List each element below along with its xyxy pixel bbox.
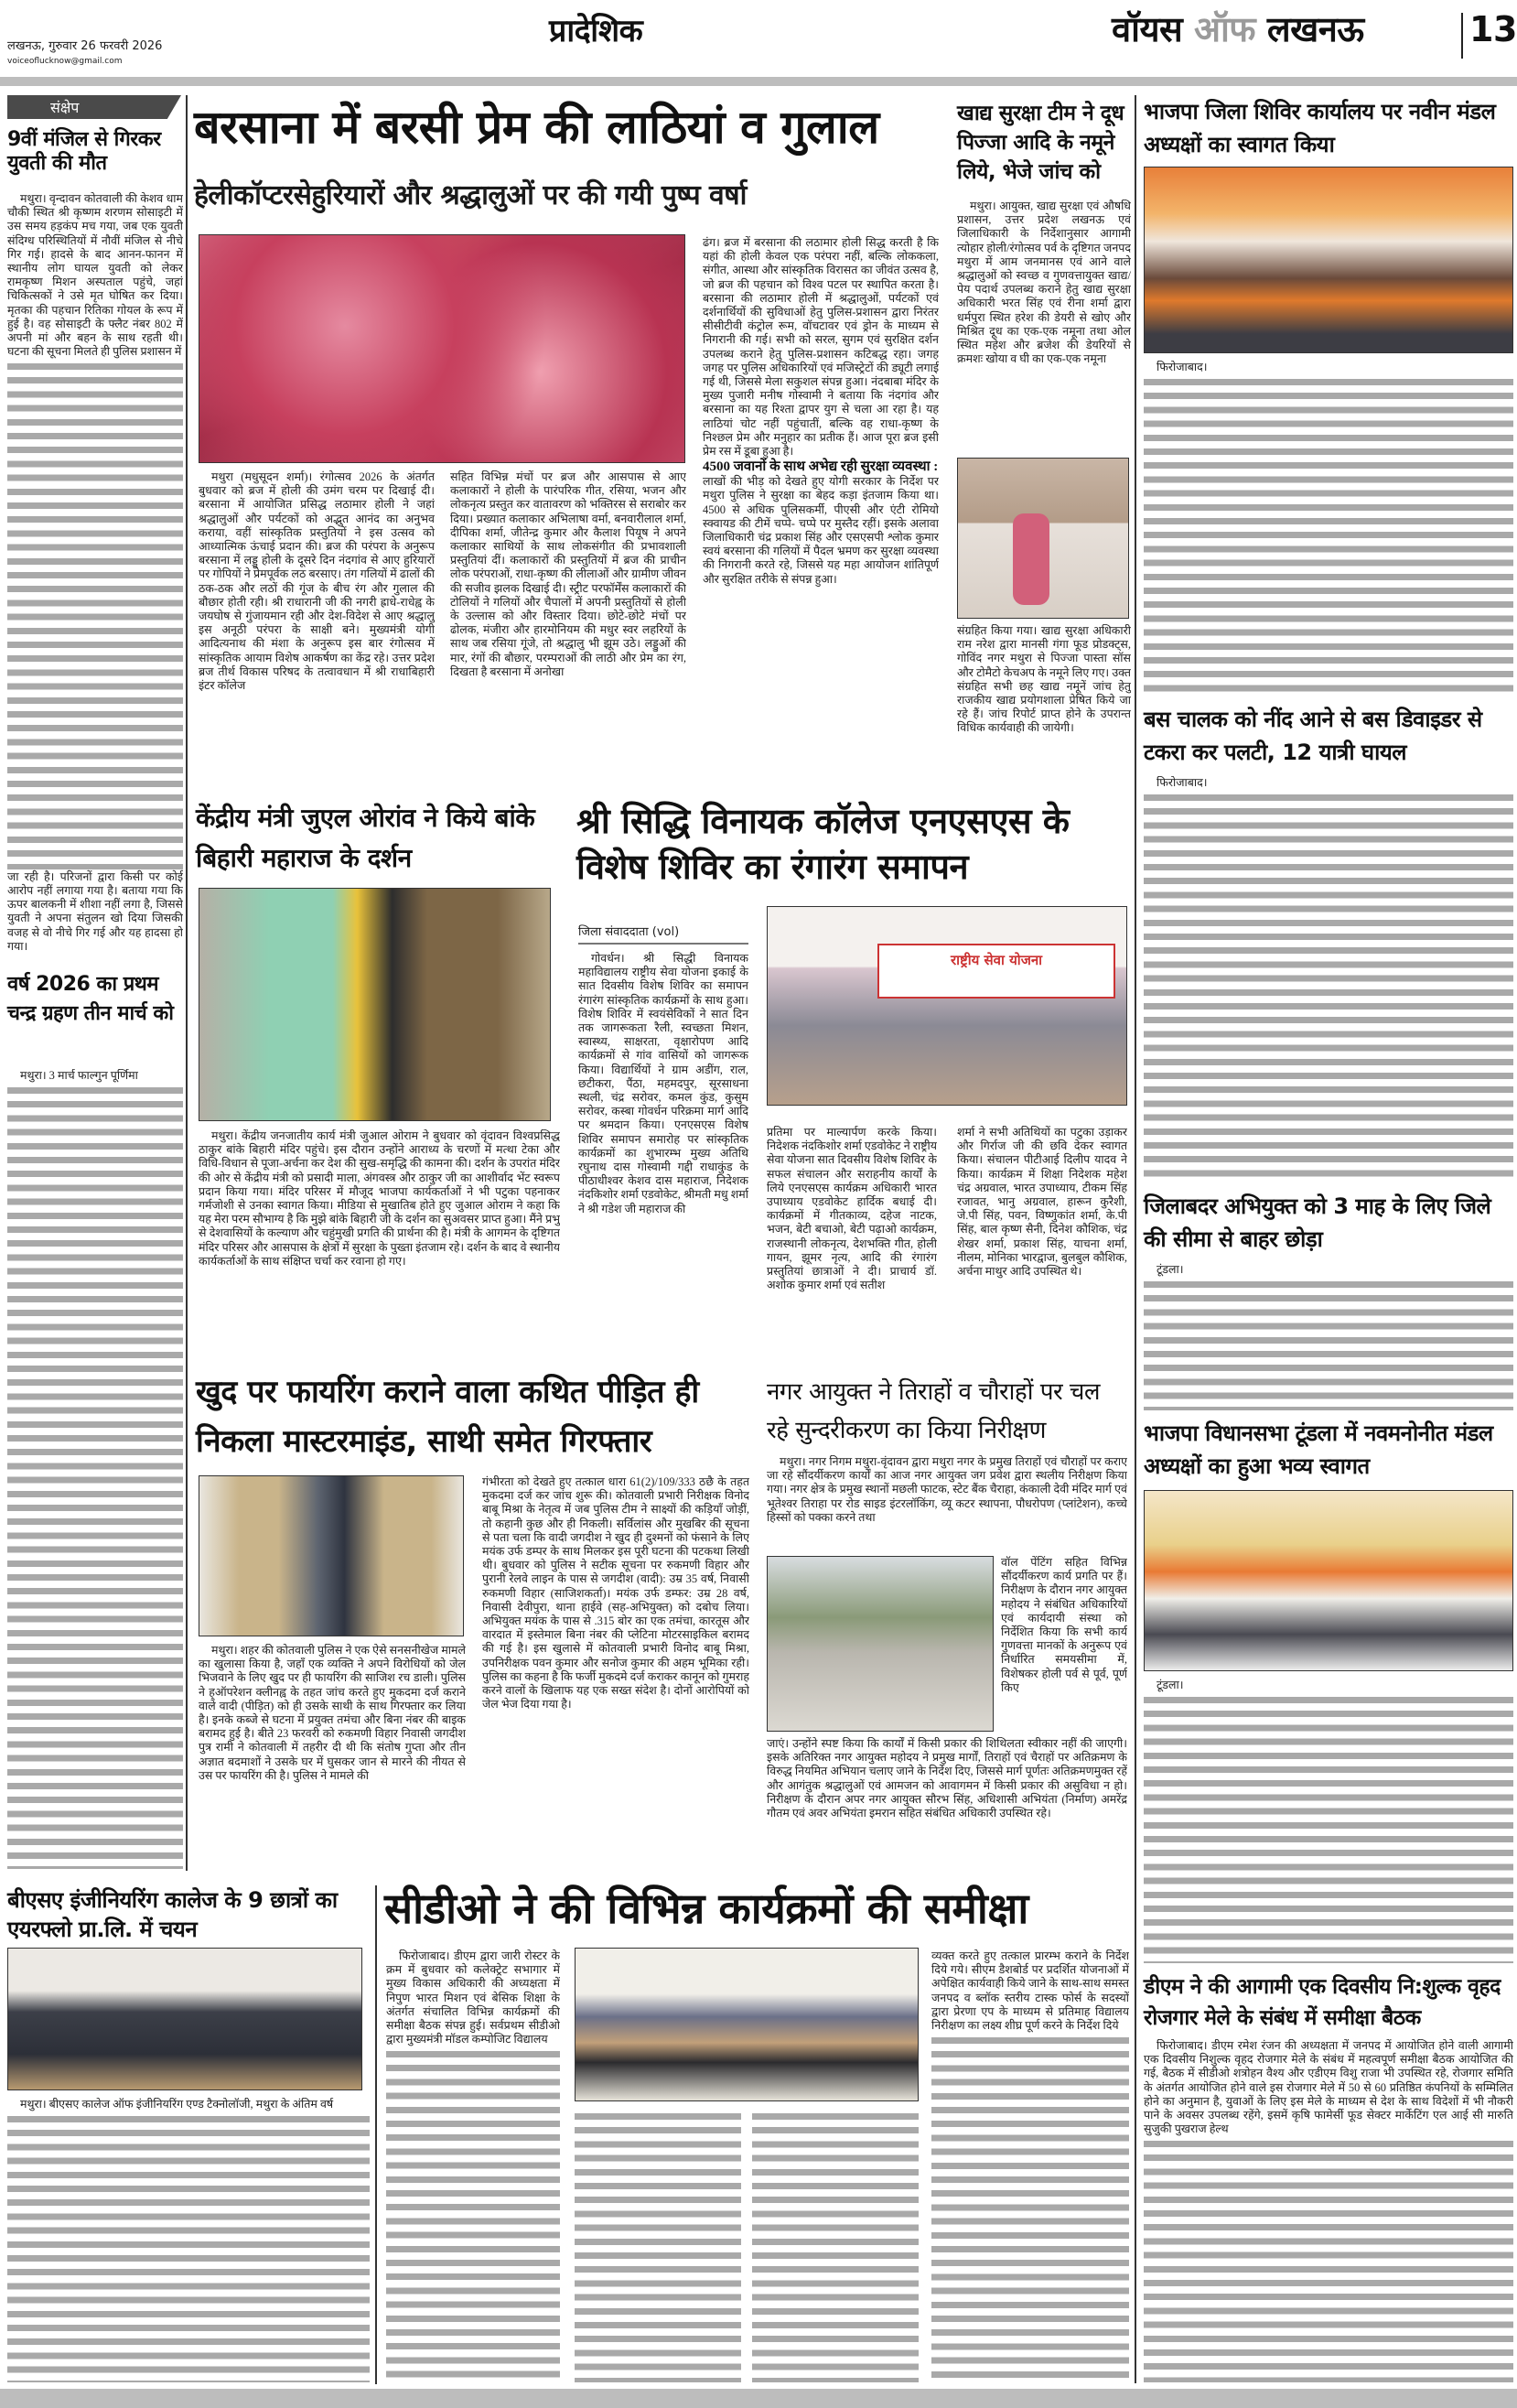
nss-col-3-text: शर्मा ने सभी अतिथियों का पटुका उड़ाकर और गिर्राज जी की छवि देकर स्वागत किया। संचालन पीटीआई दिलीप यादव ने किया। कार्यक्रम में शिक्षा निदेशक महेश चंद्र अग्रवाल, भारत उपाध्याय, टीकम सिंह रजावत, भानु अग्रवाल, हारून कुरैशी, जे.पी सिंह, पवन, विष्णुकांत शर्मा, के.पी सिंह, बाल कृष्ण सैनी, दिनेश कौशिक, चंद्र शेखर शर्मा, प्रकाश सिंह, याचना शर्मा, नीलम, मोनिका भारद्वाज, बुलबुल कौशिक, अर्चना माथुर आदि उपस्थित थे। (957, 1126, 1127, 1279)
nss-col-2-text: प्रतिमा पर माल्यार्पण करके किया। निदेशक नंदकिशोर शर्मा एडवोकेट ने राष्ट्रीय सेवा योजना सात दिवसीय विशेष शिविर के सफल संचालन और सराहनीय कार्यों के लिये एनएसएस कार्यक्रम अधिकारी भारत उपाध्याय एडवोकेट हार्दिक बधाई दी। कार्यक्रमों में गीतकाव्य, दहेज नाटक, भजन, बेटी बचाओ, बेटी पढ़ाओ कार्यक्रम, राजस्थानी लोकनृत्य, देशभक्ति गीत, होली गायन, झूमर नृत्य, आदि की रंगारंग प्रस्तुतियां छात्राओं ने दी। प्राचार्य डॉ. अशोक कुमार शर्मा एवं सतीश (767, 1126, 937, 1292)
section-title: प्रादेशिक (549, 13, 643, 49)
holi-photo (199, 234, 685, 463)
text-lines (1144, 2137, 1513, 2382)
lead-col-1-text: मथुरा (मधुसूदन शर्मा)। रंगोत्सव 2026 के अंतर्गत बुधवार को ब्रज में होली की उमंग चरम पर दिखाई दी। बरसाना में आयोजित प्रसिद्ध लठामार होली ने जहां श्रद्धालुओं और पर्यटकों को अद्भुत आनंद का अनुभव कराया, वहीं सांस्कृतिक प्रस्तुतियों ने इस उत्सव को आध्यात्मिक ऊंचाई प्रदान की। ब्रज की परंपरा के अनुरूप बरसाना में लड्डू होली के दूसरे दिन नंदगांव से आए हुरियारों पर गोपियों ने प्रेमपूर्वक लठ बरसाए। तंग गलियों में ढालों की ठक-ठक और लठों की गूंज के बीच रंग और गुलाल की बौछार होती रही। श्री राधारानी जी की नगरी ह्राधे-राधेह्व के जयघोष से गुंजायमान रही और देश-विदेश से आए श्रद्धालु इस अनूठी परंपरा के साक्षी बने। मुख्यमंत्री योगी आदित्यनाथ की मंशा के अनुरूप इस बार रंगोत्सव में सांस्कृतिक आयाम विशेष आकर्षण का केंद्र रहे। उत्तर प्रदेश ब्रज तीर्थ विकास परिषद के तत्वावधान में श्री राधाबिहारी इंटर कॉलेज (199, 470, 435, 693)
text-lines (7, 360, 183, 869)
text-lines (752, 2110, 919, 2382)
nss-byline: जिला संवाददाता (vol) (578, 923, 748, 945)
cdo-col-2 (575, 2109, 741, 2383)
food-body (957, 200, 1131, 452)
students-photo (7, 1948, 362, 2090)
nss-col-2 (767, 1126, 937, 1356)
bus-headline: बस चालक को नींद आने से बस डिवाइडर से टकरा कर पलटी, 12 यात्री घायल (1144, 707, 1482, 765)
lead-col-3 (703, 236, 939, 794)
masthead-word-2: ऑफ (1193, 9, 1256, 49)
civic-body-3 (767, 1737, 1127, 1869)
lead-col-3-text: ढंग। ब्रज में बरसाना की लठामार होली सिद्ध करती है कि यहां की होली केवल एक परंपरा नहीं, बल्कि लोककला, संगीत, आस्था और सांस्कृतिक विरासत का जीवंत उत्सव है, जो ब्रज की पहचान को विश्व पटल पर स्थापित करता है। बरसाना की लठामार होली में श्रद्धालुओं, पर्यटकों एवं दर्शनार्थियों की सुविधाओं हेतु पुलिस-प्रशासन द्वारा निरंतर सीसीटीवी कंट्रोल रूम, वॉचटावर एवं ड्रोन के माध्यम से निगरानी की गई। सभी को सरल, सुगम एवं सुरक्षित दर्शन उपलब्ध कराने हेतु पुलिस-प्रशासन कटिबद्ध रहा। जगह जगह पर पुलिस अधिकारियों एवं मजिस्ट्रेटों की ड्यूटी लगाई गई थी, जिससे मेला सकुशल संपन्न हुआ। नंदबाबा मंदिर के मुख्य पुजारी मनीष गोस्वामी ने बताया कि नंदगांव और बरसाना का यह रिश्ता द्वापर युग से चला आ रहा है। यह लाठियां चोट नहीं पहुंचातीं, बल्कि वह राधा-कृष्ण के निश्छल प्रेम और मनुहार का प्रतीक हैं। आज पूरा ब्रज इसी प्रेम रस में डूबा हुआ है। (703, 236, 939, 459)
text-lines (931, 2034, 1129, 2382)
food-body-2 (957, 624, 1131, 794)
firing-headline: खुद पर फायरिंग कराने वाला कथित पीड़ित ही निकला मास्टरमाइंड, साथी समेत गिरफ्तार (196, 1374, 699, 1460)
minister-headline: केंद्रीय मंत्री जुएल ओरांव ने किये बांके बिहारी महाराज के दर्शन (196, 803, 535, 873)
inspection-photo (767, 1556, 994, 1732)
text-lines (1144, 791, 1513, 1183)
tundla-headline: भाजपा विधानसभा टूंडला में नवमनोनीत मंडल अध्यक्षों का हुआ भव्य स्वागत (1144, 1420, 1493, 1479)
brief-body (7, 1069, 183, 1870)
brief-label (7, 95, 181, 119)
lead-col-1 (199, 470, 435, 794)
cdo-headline: सीडीओ ने की विभिन्न कार्यक्रमों की समीक्षा (384, 1884, 1028, 1933)
bjp-office-photo (1144, 167, 1513, 353)
civic-body (767, 1455, 1127, 1552)
tundla-body-text: टूंडला। (1144, 1679, 1513, 1692)
meeting-photo (575, 1948, 919, 2101)
nss-col-3 (957, 1126, 1127, 1356)
cdo-col-4-text: व्यक्त करते हुए तत्काल प्रारम्भ कराने के निर्देश दिये गये। सीएम डैशबोर्ड पर प्रदर्शित योजनाओं में अपेक्षित कार्यवाही किये जाने के साथ-साथ समस्त जनपद व ब्लॉक स्तरीय टास्क फोर्स के सदस्यों द्वारा प्रेरणा एप के माध्यम से प्रतिमाह विद्यालय निरीक्षण का लक्ष्य शीघ्र पूर्ण करने के निर्देश दिये (931, 1949, 1129, 2033)
nss-col-1-text: गोवर्धन। श्री सिद्धी विनायक महाविद्यालय राष्ट्रीय सेवा योजना इकाई के सात दिवसीय विशेष शिविर का समापन रंगारंग सांस्कृतिक कार्यक्रमों के साथ हुआ। विशेष शिविर में स्वयंसेविकों ने सात दिन तक जागरूकता रैली, स्वच्छता मिशन, स्वास्थ्य, साक्षरता, वृक्षारोपण आदि कार्यक्रमों से गांव वासियों को जागरूक किया। विद्यार्थियों ने ग्राम अडींग, राल, छटीकरा, पैंठा, महमदपुर, सूरसाधना स्थली, चंद्र सरोवर, कमल कुंड, कुसुम सरोवर, कस्बा गोवर्धन परिक्रमा मार्ग आदि पर श्रमदान किया। एनएसएस विशेष शिविर समापन समारोह पर सांस्कृतिक कार्यक्रमों का शुभारम्भ मुख्य अतिथि रघुनाथ दास गोस्वामी गद्दी राधाकुंड के पीठाधीश्वर केशव दास महाराज, निदेशक नंदकिशोर शर्मा एडवोकेट, श्रीमती मधु शर्मा ने श्री गडेश जी महाराज की (578, 952, 748, 1215)
nss-banner-text: राष्ट्रीय सेवा योजना (950, 952, 1043, 968)
jobfair-body (1144, 2039, 1513, 2383)
lead-col-3-end: लाखों की भीड़ को देखते हुए योगी सरकार के निर्देश पर मथुरा पुलिस ने सुरक्षा का बेहद कड़ा इंतजाम किया था। 4500 से अधिक पुलिसकर्मी, पीएसी और एंटी रोमियो स्क्वायड की टीमें चप्पे- चप्पे पर मुस्तैद रहीं। इसके अलावा जिलाधिकारी चंद्र प्रकाश सिंह और एसएसपी श्लोक कुमार स्वयं बरसाना की गलियों में पैदल भ्रमण कर सुरक्षा व्यवस्था की निगरानी करते रहे, जिससे यह महा आयोजन शांतिपूर्ण और सुरक्षित तरीके से संपन्न हुआ। (703, 475, 939, 586)
brief-body-text: मथुरा। वृन्दावन कोतवाली की केशव धाम चौकी स्थित श्री कृष्णम शरणम सोसाइटी में उस समय हड़कंप मच गया, जब एक युवती संदिग्ध परिस्थितियों में नौवीं मंजिल से नीचे गिर गई। हादसे के बाद आनन-फानन में स्थानीय लोग घायल युवती को लेकर रामकृष्ण मिशन अस्पताल पहुंचे, जहां चिकित्सकों ने उसे मृत घोषित कर दिया। मृतका की पहचान रितिका गोयल के रूप में हुई है। वह सोसाइटी के फ्लैट नंबर 802 में अपनी मां और बहन के साथ रहती थी। घटना की सूचना मिलते ही पुलिस प्रशासन में (7, 192, 183, 359)
security-subheading: 4500 जवानों के साथ अभेद्य रही सुरक्षा व्यवस्था : (703, 459, 939, 475)
firing-col-2 (482, 1475, 749, 1869)
footer-rule (0, 2389, 1517, 2408)
civic-body-2 (1001, 1556, 1127, 1734)
civic-body-3-text: जाएं। उन्होंने स्पष्ट किया कि कार्यों में किसी प्रकार की शिथिलता स्वीकार नहीं की जाएगी। इसके अतिरिक्त नगर आयुक्त महोदय ने प्रमुख मार्गों, तिराहों एवं चैराहों पर अतिक्रमण के विरुद्ध नियमित अभियान चलाए जाने के निर्देश दिए, जिससे मार्ग पूर्णतः अतिक्रमणमुक्त रहें और आगंतुक श्रद्धालुओं एवं आमजन को आवागमन में किसी प्रकार की असुविधा न हो। निरीक्षण के दौरान अपर नगर आयुक्त सौरभ सिंह, अधिशासी अभियंता (निर्माण) अमरेंद्र गौतम एवं अवर अभियंता इमरान सहित संबंधित अधिकारी उपस्थित रहे। (767, 1737, 1127, 1820)
food-body-2-text: संग्रहित किया गया। खाद्य सुरक्षा अधिकारी राम नरेश द्वारा मानसी गंगा फूड प्रोडक्ट्स, गोविंद नगर मथुरा से पिज्जा पास्ता सॉस और टोमैटो केचअप के नमूने लिए गए। उक्त संग्रहित सभी छह खाद्य नमूनें जांच हेतु राजकीय खाद्य प्रयोगशाला प्रेषित किये जा रहे हैं। जांच रिपोर्ट प्राप्त होने के उपरान्त विधिक कार्यवाही की जायेगी। (957, 624, 1131, 735)
page-header (0, 0, 1517, 92)
masthead-logo (1112, 9, 1364, 50)
brief-headline: वर्ष 2026 का प्रथम चन्द्र ग्रहण तीन मार्च को (7, 973, 174, 1025)
text-lines (1144, 375, 1513, 696)
civic-body-text: मथुरा। नगर निगम मथुरा-वृंदावन द्वारा मथुरा नगर के प्रमुख तिराहों एवं चौराहों पर कराए जा रहे सौंदर्यीकरण कार्यों का आज नगर आयुक्त जग प्रवेश द्वारा स्थलीय निरीक्षण किया गया। नगर क्षेत्र के प्रमुख स्थानों मछली फाटक, स्टेट बैंक चैराहा, कंकाली देवी मंदिर मार्ग एवं भूतेश्वर तिराहा पर रोड साइड इंटरलॉकिंग, व्यू कटर स्थापना, पौधरोपण (प्लांटेशन), कच्चे हिस्सों को पक्का करने तथा (767, 1455, 1127, 1524)
text-lines (1144, 1278, 1513, 1410)
firing-col-1-text: मथुरा। शहर की कोतवाली पुलिस ने एक ऐसे सनसनीखेज मामले का खुलासा किया है, जहाँ एक व्यक्ति ने अपने विरोधियों को जेल भिजवाने के लिए खुद पर ही फायरिंग की साजिश रच डाली। पुलिस ने ह्ऑपरेशन क्लीनह्व के तहत जांच करते हुए मुकदमा दर्ज कराने वाले वादी (पीड़ित) को ही उसके साथी के साथ गिरफ्तार कर लिया है। इनके कब्जे से घटना में प्रयुक्त तमंचा और बिना नंबर की बाइक बरामद हुई है। बीते 23 फरवरी को रुकमणी विहार निवासी जगदीश पुत्र रामी ने कोतवाली में तहरीर दी थी कि संतोष गुप्ता और तीन अज्ञात बदमाशों ने उसके घर में घुसकर जान से मारने की नीयत से उस पर फायरिंग की है। पुलिस ने मामले की (199, 1644, 466, 1782)
college-body (7, 2098, 370, 2383)
brief-body (7, 192, 183, 954)
food-headline: खाद्य सुरक्षा टीम ने दूध पिज्जा आदि के नमूने लिये, भेजे जांच को (957, 102, 1124, 184)
nss-banner (877, 944, 1115, 999)
text-lines (7, 1084, 183, 1869)
bjp-body-text: फिरोजाबाद। (1144, 361, 1513, 374)
page-number: 13 (1469, 9, 1517, 49)
lead-col-2-text: सहित विभिन्न मंचों पर ब्रज और आसपास से आए कलाकारों ने होली के पारंपरिक गीत, रसिया, भजन और लोकनृत्य प्रस्तुत कर वातावरण को भक्तिरस से सराबोर कर दिया। प्रख्यात कलाकार अभिलाषा वर्मा, बनवारीलाल शर्मा, दीपिका शर्मा, जीतेन्द्र कुमार और कैलाश पियूष ने अपने कलाकार साथियों के साथ लोकसंगीत की प्रभावशाली प्रस्तुतियां दीं। कलाकारों की प्रस्तुतियों में ब्रज की प्राचीन लोक परंपराओं, राधा-कृष्ण की लीलाओं और ग्रामीण जीवन की सजीव झलक दिखाई दी। स्ट्रीट परफॉर्मेंस कलाकारों की टोलियों ने गलियों और चैपालों में अपनी प्रस्तुतियों से होली के उल्लास को और विस्तार दिया। छोटे-छोटे मंचों पर ढोलक, मंजीरा और हारमोनियम की मधुर स्वर लहरियों के साथ जब रसिया गूंजे, तो श्रद्धालु भी झूम उठे। लड्डुओं की मार, रंगों की बौछार, परम्पराओं की लाठी और प्रेम का रंग, दिखता है बरसाना में अनोखा (450, 470, 686, 678)
cdo-col-4 (931, 1949, 1129, 2383)
text-lines (386, 2047, 560, 2382)
jobfair-body-text: फिरोजाबाद। डीएम रमेश रंजन की अध्यक्षता में जनपद में आयोजित होने वाली आगामी एक दिवसीय निशुल्क वृहद रोजगार मेले के संबंध में महत्वपूर्ण समीक्षा बैठक आयोजित की गई, बैठक में सीडीओ शत्रोहन वैश्य और एडीएम विशु राजा भी उपस्थित रहे, रोजगार समिति के अंतर्गत आयोजित होने वाले इस रोजगार मेले में 50 से 60 प्रतिष्ठित कंपनियों के सम्मिलित होने का अनुमान है, युवाओं के लिए इस मेले के माध्यम से देश के साथ विदेशों में भी नौकरी पाने के अवसर उपलब्ध रहेंगे, इसमें कृषि फामेर्सी फूड सेक्टर मार्केटिंग एल आई सी मारुति सुजुकी पुखराज हेल्थ (1144, 2039, 1513, 2136)
column-rule (375, 1885, 377, 2384)
brief-headline: 9वीं मंजिल से गिरकर युवती की मौत (7, 128, 161, 175)
bus-body (1144, 776, 1513, 1184)
civic-headline: नगर आयुक्त ने तिराहों व चौराहों पर चल रहे सुन्दरीकरण का किया निरीक्षण (767, 1378, 1101, 1444)
photo-figure (1013, 513, 1049, 605)
masthead-word-1: वॉयस (1112, 9, 1183, 49)
cdo-col-1 (386, 1949, 560, 2383)
food-inspection-photo (957, 458, 1129, 619)
minister-body (199, 1129, 560, 1356)
firing-col-2-text: गंभीरता को देखते हुए तत्काल धारा 61(2)/109/333 ठछै के तहत मुकदमा दर्ज कर जांच शुरू की। कोतवाली प्रभारी निरीक्षक विनोद बाबू मिश्रा के नेतृत्व में जब पुलिस टीम ने साक्ष्यों की कड़ियाँ जोड़ीं, तो कहानी कुछ और ही निकली। सर्विलांस और मुखबिर की सूचना से पता चला कि वादी जगदीश ने खुद ही दुश्मनों को फंसाने के लिए मयंक उर्फ डम्पर के साथ मिलकर इस पूरी घटना की पटकथा लिखी थी। बुधवार को पुलिस ने सटीक सूचना पर रुकमणी विहार और पुरानी रेलवे लाइन के पास से जगदीश (वादी): उम्र 35 वर्ष, निवासी रुकमणी विहार (साजिशकर्ता)। मयंक उर्फ डम्फर: उम्र 28 वर्ष, निवासी देवीपुरा, थाना हाईवे (सह-अभियुक्त) को दबोच लिया। अभियुक्त मयंक के पास से .315 बोर का एक तमंचा, कारतूस और वारदात में इस्तेमाल बिना नंबर की प्लेटिना मोटरसाइकिल बरामद की गई है। इस खुलासे में कोतवाली प्रभारी विनोद बाबू मिश्रा, उपनिरीक्षक पवन कुमार और सनोज कुमार की अहम भूमिका रही। पुलिस का कहना है कि फर्जी मुकदमे दर्ज कराकर कानून को गुमराह करने वालों के खिलाफ यह एक सख्त संदेश है। दोनों आरोपियों को जेल भेज दिया गया है। (482, 1475, 749, 1712)
brief-body-end: जा रही है। परिजनों द्वारा किसी पर कोई आरोप नहीं लगाया गया है। बताया गया कि ऊपर बालकनी में शीशा नहीं लगा है, जिससे युवती ने अपना संतुलन खो दिया जिसकी वजह से वो नीचे गिर गई और यह हादसा हो गया। (7, 869, 183, 953)
bjp-body (1144, 361, 1513, 697)
food-body-text: मथुरा। आयुक्त, खाद्य सुरक्षा एवं औषधि प्रशासन, उत्तर प्रदेश लखनऊ एवं जिलाधिकारी के निर्देशानुसार आगामी त्योहार होली/रंगोत्सव पर्व के दृष्टिगत जनपद मथुरा में आम जनमानस एवं आने वाले श्रद्धालुओं को स्वच्छ व गुणवत्तायुक्त खाद्य/पेय पदार्थ उपलब्ध कराने हेतु खाद्य सुरक्षा अधिकारी भरत सिंह एवं रीना शर्मा द्वारा धर्मपुरा स्थित हरेश की डेयरी से खोए और मिश्रित दूध का एक-एक नमूना तथा ओल स्थित महेश और ब्रजेश की डेयरियों से क्रमशः खोया व घी का एक-एक नमूना (957, 200, 1131, 366)
bjp-headline: भाजपा जिला शिविर कार्यालय पर नवीन मंडल अध्यक्षों का स्वागत किया (1144, 99, 1496, 157)
issue-date: लखनऊ, गुरुवार 26 फरवरी 2026 (7, 39, 163, 53)
contact-email: voiceoflucknow@gmail.com (7, 57, 123, 66)
bus-body-text: फिरोजाबाद। (1144, 776, 1513, 790)
college-body-text: मथुरा। बीएसए कालेज ऑफ इंजीनियरिंग एण्ड टैक्नोलॉजी, मथुरा के अंतिम वर्ष (7, 2098, 370, 2111)
masthead-word-3: लखनऊ (1266, 9, 1364, 49)
minister-photo (199, 888, 551, 1121)
lead-headline: बरसाना में बरसी प्रेम की लाठियां व गुलाल (194, 101, 879, 154)
brief-label-text: संक्षेप (50, 99, 80, 116)
header-rule (0, 77, 1517, 86)
nss-headline: श्री सिद्धि विनायक कॉलेज एनएसएस के विशेष शिविर का रंगारंग समापन (576, 801, 1070, 887)
lead-subheadline: हेलीकॉप्टरसेहुरियारों और श्रद्धालुओं पर की गयी पुष्प वर्षा (194, 179, 747, 211)
college-headline: बीएसए इंजीनियरिंग कालेज के 9 छात्रों का एयरफ्लो प्रा.लि. में चयन (7, 1887, 338, 1942)
text-lines (575, 2110, 741, 2382)
lead-col-2 (450, 470, 686, 794)
cdo-col-1-text: फिरोजाबाद। डीएम द्वारा जारी रोस्टर के क्रम में बुधवार को कलेक्ट्रेट सभागार में मुख्य विकास अधिकारी की अध्यक्षता में निपुण भारत मिशन एवं बेसिक शिक्षा के अंतर्गत संचालित विभिन्न कार्यक्रमों की समीक्षा बैठक संपन्न हुई। सर्वप्रथम सीडीओ द्वारा मुख्यमंत्री मॉडल कम्पोजिट विद्यालय (386, 1949, 560, 2046)
text-lines (7, 2112, 370, 2382)
exile-body-text: टूंडला। (1144, 1263, 1513, 1277)
exile-headline: जिलाबदर अभियुक्त को 3 माह के लिए जिले की सीमा से बाहर छोड़ा (1144, 1193, 1491, 1252)
minister-body-text: मथुरा। केंद्रीय जनजातीय कार्य मंत्री जुआल ओराम ने बुधवार को वृंदावन विश्वप्रसिद्ध ठाकुर बांके बिहारी मंदिर पहुंचे। इस दौरान उन्होंने आराध्य के चरणों में मत्था टेका और विधि-विधान से पूजा-अर्चना कर देश की सुख-समृद्धि की कामना की। दर्शन के उपरांत मंदिर की ओर से केंद्रीय मंत्री को प्रसादी माला, अंगवस्त्र और ठाकुर जी का आशीर्वाद भेंट स्वरूप प्रदान किया गया। मंदिर परिसर में मौजूद भाजपा कार्यकर्ताओं ने भी पटुका पहनाकर गर्मजोशी से उनका स्वागत किया। मीडिया से मुखातिब होते हुए जुआल ओराम ने कहा कि यह मेरा परम सौभाग्य है कि मुझे बांके बिहारी जी के दर्शन का सुअवसर प्राप्त हुआ। मैंने प्रभु से देशवासियों के कल्याण और चहुंमुखी प्रगति की प्रार्थना की है। मंत्री के आगमन के दृष्टिगत मंदिर परिसर और आसपास के क्षेत्रों में सुरक्षा के पुख्ता इंतजाम रहे। दर्शन के बाद वे स्थानीय कार्यकर्ताओं के साथ संक्षिप्त चर्चा कर रवाना हो गए। (199, 1129, 560, 1268)
masthead-divider (1461, 13, 1463, 59)
brief-body-text: मथुरा। 3 मार्च फाल्गुन पूर्णिमा (7, 1069, 183, 1083)
column-rule (186, 95, 188, 1871)
firing-col-1 (199, 1644, 466, 1869)
text-lines (1144, 1693, 1513, 1963)
jobfair-headline: डीएम ने की आगामी एक दिवसीय नि:शुल्क वृहद रोजगार मेले के संबंध में समीक्षा बैठक (1144, 1975, 1501, 2030)
police-arrest-photo (199, 1475, 464, 1636)
nss-col-1 (578, 952, 748, 1356)
cdo-col-3 (752, 2109, 919, 2383)
tundla-event-photo (1144, 1490, 1513, 1671)
civic-body-2-text: वॉल पेंटिंग सहित विभिन्न सौंदर्यीकरण कार्य प्रगति पर हैं। निरीक्षण के दौरान नगर आयुक्त महोदय ने संबंधित अधिकारियों एवं कार्यदायी संस्था को निर्देशित किया कि सभी कार्य गुणवत्ता मानकों के अनुरूप एवं निर्धारित समयसीमा में, विशेषकर होली पर्व से पूर्व, पूर्ण किए (1001, 1556, 1127, 1694)
exile-body (1144, 1263, 1513, 1411)
tundla-body (1144, 1679, 1513, 1964)
column-rule (1135, 95, 1136, 2383)
nss-photo (767, 906, 1127, 1106)
